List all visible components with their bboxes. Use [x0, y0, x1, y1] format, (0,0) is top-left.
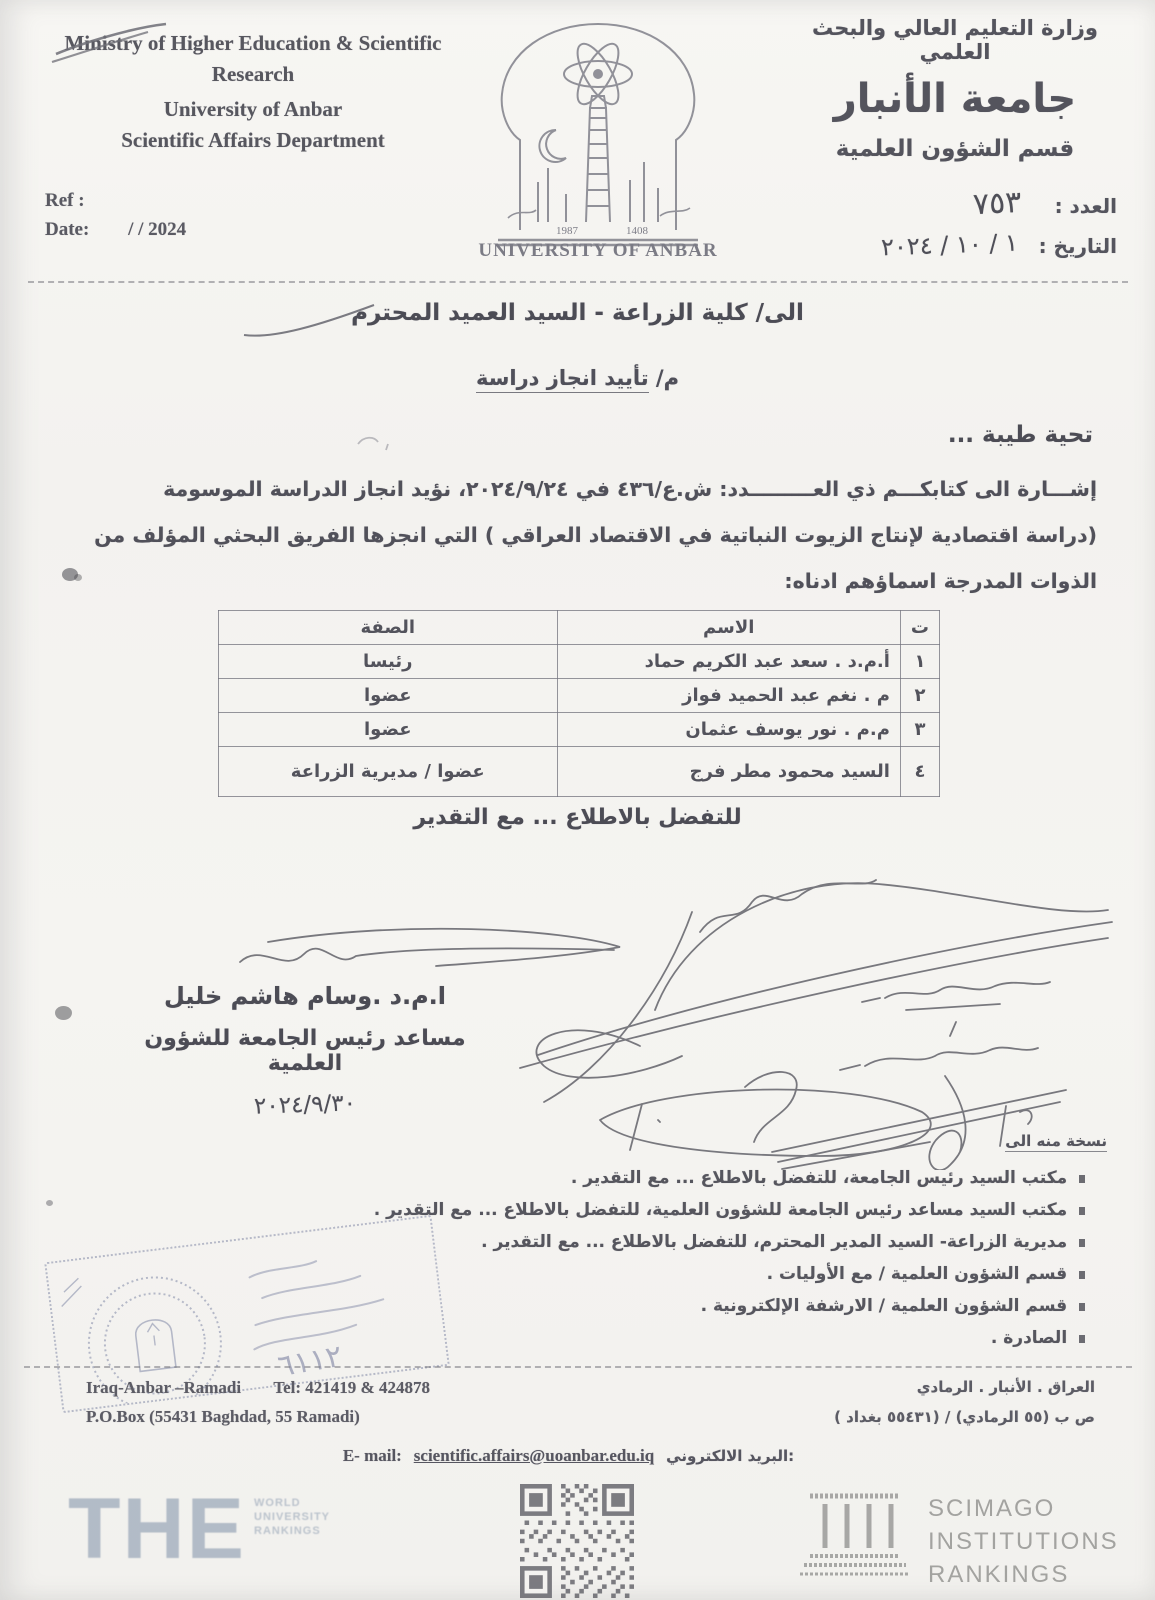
col-header-role: الصفة	[219, 611, 558, 645]
number-date-arabic-block	[787, 184, 1117, 262]
date-arabic-line	[787, 228, 1117, 262]
signer-block	[140, 982, 470, 1118]
table-row	[219, 747, 940, 797]
col-header-no: ت	[900, 611, 939, 645]
body-line-2: (دراسة اقتصادية لإنتاج الزيوت النباتية في الاقتصاد العراقي ) التي انجزها الفريق البحثي المؤلف من	[94, 523, 1097, 547]
subject-text: تأييد انجاز دراسة	[476, 366, 649, 393]
table-row	[219, 645, 940, 679]
footer-english-address	[86, 1378, 430, 1427]
header-en-line2: Research	[211, 62, 295, 86]
square-bullet-icon	[1079, 1175, 1085, 1183]
footer-email-line	[0, 1446, 1155, 1466]
row-name: أ.م.د . سعد عبد الكريم حماد	[557, 645, 900, 679]
row-no: ٣	[900, 713, 939, 747]
list-item: مكتب السيد مساعد رئيس الجامعة للشؤون العلمية، للتفضل بالاطلاع ... مع التقدير .	[75, 1194, 1085, 1226]
body-line-3: الذوات المدرجة اسماؤهم ادناه:	[784, 569, 1097, 593]
pen-note-mark	[352, 430, 396, 456]
row-name: السيد محمود مطر فرج	[557, 747, 900, 797]
greeting-line: تحية طيبة ...	[947, 422, 1093, 448]
list-item: قسم الشؤون العلمية / مع الأوليات .	[75, 1258, 1085, 1290]
header-ar-university: جامعة الأنبار	[833, 76, 1077, 122]
body-line-1: إشـــارة الى كتابكـــم ذي العـــــــــدد: ش.ع/٤٣٦ في ٢٠٢٤/٩/٢٤، نؤيد انجاز الدراسة الموسومة	[163, 477, 1097, 501]
table-row	[219, 679, 940, 713]
team-table-wrap	[218, 610, 940, 797]
logo-year-1408: 1408	[626, 225, 648, 237]
list-item: الصادرة .	[75, 1322, 1085, 1354]
the-rankings-logo	[68, 1481, 246, 1577]
square-bullet-icon	[1079, 1303, 1085, 1311]
pen-strikethrough	[50, 20, 170, 64]
row-no: ٢	[900, 679, 939, 713]
logo-year-1987: 1987	[556, 225, 578, 237]
scan-dust-spot	[74, 574, 82, 581]
logo-graphic	[478, 12, 718, 260]
date-line	[45, 219, 186, 241]
footer-tel: Tel: 421419 & 424878	[273, 1378, 430, 1397]
footer-ar-line1: العراق . الأنبار . الرمادي	[916, 1378, 1095, 1396]
footer-ar-line2: ص ب (٥٥ الرمادي) / (٥٥٤٣١ بغداد )	[834, 1408, 1095, 1426]
row-role: عضوا	[219, 713, 558, 747]
team-table	[218, 610, 940, 797]
list-item: مديرية الزراعة- السيد المدير المحترم، للتفضل بالاطلاع ... مع التقدير .	[75, 1226, 1085, 1258]
email-link[interactable]: scientific.affairs@uoanbar.edu.iq	[413, 1446, 655, 1465]
subject-line	[0, 366, 1155, 390]
email-label-ar: البريد الالكتروني:	[666, 1447, 795, 1465]
copies-heading: نسخة منه الى	[1005, 1132, 1107, 1150]
row-name: م . نغم عبد الحميد فواز	[557, 679, 900, 713]
ref-date-block	[45, 190, 186, 241]
scimago-columns-icon	[790, 1486, 920, 1576]
signer-name: ا.م.د .وسام هاشم خليل	[163, 982, 447, 1010]
row-role: عضوا / مديرية الزراعة	[219, 747, 558, 797]
footer-arabic-address	[735, 1378, 1095, 1426]
the-logo-text: THE	[68, 1481, 246, 1577]
footer-en-line1: Iraq-Anbar –Ramadi Tel: 421419 & 424878	[86, 1378, 430, 1397]
ref-label: Ref :	[45, 190, 85, 211]
qr-code	[520, 1484, 634, 1598]
ministry-word-struck: Ministry	[64, 28, 142, 59]
date-arabic-label: التاريخ :	[1038, 234, 1117, 258]
header-separator-line	[28, 281, 1128, 283]
square-bullet-icon	[1079, 1239, 1085, 1247]
scan-dust-spot	[46, 1200, 53, 1206]
square-bullet-icon	[1079, 1335, 1085, 1343]
list-item: مكتب السيد رئيس الجامعة، للتفضل بالاطلاع ... مع التقدير .	[75, 1162, 1085, 1194]
header-ar-ministry: وزارة التعليم العالي والبحث العلمي	[812, 16, 1098, 64]
footer-en-line2: P.O.Box (55431 Baghdad, 55 Ramadi)	[86, 1407, 360, 1426]
col-header-name: الاسم	[557, 611, 900, 645]
logo-caption: UNIVERSITY OF ANBAR	[478, 240, 718, 261]
row-no: ١	[900, 645, 939, 679]
signer-title: مساعد رئيس الجامعة للشؤون العلمية	[144, 1026, 466, 1076]
stamp-number-handwritten: ٦١١٢	[275, 1338, 345, 1385]
date-label: Date:	[45, 219, 90, 240]
date-arabic-value-handwritten: ١ / ١٠ / ٢٠٢٤	[880, 228, 1019, 262]
header-arabic-block	[785, 16, 1125, 162]
date-value: / / 2024	[128, 219, 187, 240]
header-ar-department: قسم الشؤون العلمية	[835, 136, 1075, 162]
the-logo-subtext: WORLD UNIVERSITY RANKINGS	[254, 1497, 331, 1537]
scan-dust-spot	[55, 1006, 72, 1020]
header-en-line1: Ministry of Higher Education & Scientific	[38, 28, 468, 59]
row-role: رئيسا	[219, 645, 558, 679]
university-of-anbar-logo	[478, 12, 718, 260]
header-en-line4: Scientific Affairs Department	[121, 128, 385, 152]
row-role: عضوا	[219, 679, 558, 713]
signer-date-handwritten: ٢٠٢٤/٩/٣٠	[253, 1090, 357, 1120]
number-line	[787, 186, 1117, 221]
email-label-en: E- mail:	[342, 1446, 402, 1465]
subject-prefix: م/	[648, 366, 679, 390]
list-item: قسم الشؤون العلمية / الارشفة الإلكترونية .	[75, 1290, 1085, 1322]
square-bullet-icon	[1079, 1207, 1085, 1215]
header-en-line3: University of Anbar	[163, 97, 343, 121]
number-value-handwritten: ٧٥٣	[972, 184, 1023, 223]
number-label: العدد :	[1054, 194, 1117, 218]
table-header-row	[219, 611, 940, 645]
header-english-block	[38, 28, 468, 156]
footer-separator-line	[24, 1366, 1132, 1368]
closing-line: للتفضل بالاطلاع ... مع التقدير	[413, 805, 742, 830]
addressee-line: الى/ كلية الزراعة - السيد العميد المحترم	[351, 300, 804, 326]
row-no: ٤	[900, 747, 939, 797]
row-name: م.م . نور يوسف عثمان	[557, 713, 900, 747]
body-paragraph	[57, 466, 1097, 604]
scimago-logo-text: SCIMAGO INSTITUTIONS RANKINGS	[928, 1495, 1119, 1588]
table-row	[219, 713, 940, 747]
square-bullet-icon	[1079, 1271, 1085, 1279]
